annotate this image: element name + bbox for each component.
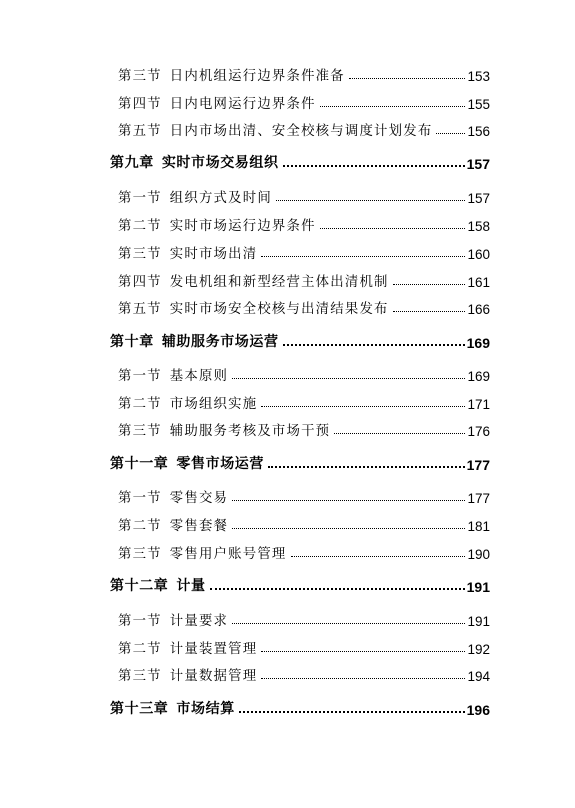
dot-leader xyxy=(261,406,465,407)
dot-leader xyxy=(232,623,465,624)
dot-leader xyxy=(210,588,465,590)
toc-entry-title: 计量 xyxy=(176,578,206,594)
dot-leader xyxy=(393,284,466,285)
toc-section-entry[interactable] xyxy=(118,484,490,506)
toc-chapter-entry[interactable] xyxy=(110,696,490,718)
toc-entry-title: 辅助服务考核及市场干预 xyxy=(169,424,331,439)
toc-entry-number: 第二节 xyxy=(118,642,162,657)
dot-leader xyxy=(232,500,465,501)
toc-entry-number: 第十二章 xyxy=(110,578,169,594)
toc-entry-page-number: 153 xyxy=(467,69,490,84)
toc-entry-title: 零售用户账号管理 xyxy=(169,547,287,562)
toc-chapter-entry[interactable] xyxy=(110,329,490,351)
toc-entry-title: 实时市场安全校核与出清结果发布 xyxy=(169,302,389,317)
dot-leader xyxy=(320,228,466,229)
toc-entry-number: 第二节 xyxy=(118,397,162,412)
toc-entry-title: 实时市场出清 xyxy=(169,247,258,262)
dot-leader xyxy=(349,78,466,79)
toc-entry-number: 第十章 xyxy=(110,334,154,350)
toc-chapter-entry[interactable] xyxy=(110,573,490,595)
toc-entry-number: 第二节 xyxy=(118,219,162,234)
toc-entry-number: 第三节 xyxy=(118,424,162,439)
toc-entry-number: 第一节 xyxy=(118,369,162,384)
toc-entry-page-number: 160 xyxy=(467,247,490,262)
dot-leader xyxy=(320,106,466,107)
toc-entry-page-number: 177 xyxy=(467,491,490,506)
toc-entry-number: 第三节 xyxy=(118,69,162,84)
toc-entry-page-number: 177 xyxy=(466,457,490,473)
toc-entry-number: 第三节 xyxy=(118,669,162,684)
toc-section-entry[interactable] xyxy=(118,362,490,384)
toc-entry-page-number: 158 xyxy=(467,219,490,234)
toc-section-entry[interactable] xyxy=(118,607,490,629)
toc-entry-page-number: 161 xyxy=(467,275,490,290)
toc-entry-title: 实时市场交易组织 xyxy=(161,155,279,171)
toc-entry-number: 第一节 xyxy=(118,191,162,206)
toc-section-entry[interactable] xyxy=(118,662,490,684)
toc-section-entry[interactable] xyxy=(118,268,490,290)
toc-entry-number: 第四节 xyxy=(118,97,162,112)
dot-leader xyxy=(334,433,465,434)
toc-entry-page-number: 156 xyxy=(467,124,490,139)
toc-entry-number: 第九章 xyxy=(110,155,154,171)
toc-section-entry[interactable] xyxy=(118,62,490,84)
toc-entry-number: 第五节 xyxy=(118,302,162,317)
dot-leader xyxy=(436,133,465,134)
toc-section-entry[interactable] xyxy=(118,184,490,206)
dot-leader xyxy=(232,528,465,529)
toc-entry-page-number: 169 xyxy=(466,335,490,351)
toc-section-entry[interactable] xyxy=(118,417,490,439)
dot-leader xyxy=(261,678,465,679)
toc-entry-number: 第三节 xyxy=(118,547,162,562)
toc-entry-page-number: 157 xyxy=(466,156,490,172)
toc-entry-number: 第一节 xyxy=(118,614,162,629)
toc-entry-number: 第二节 xyxy=(118,519,162,534)
toc-entry-title: 日内电网运行边界条件 xyxy=(169,97,316,112)
toc-entry-title: 日内市场出清、安全校核与调度计划发布 xyxy=(169,124,433,139)
toc-entry-page-number: 169 xyxy=(467,369,490,384)
toc-entry-title: 辅助服务市场运营 xyxy=(161,334,279,350)
dot-leader xyxy=(283,344,465,346)
toc-entry-page-number: 155 xyxy=(467,97,490,112)
toc-entry-title: 计量要求 xyxy=(169,614,229,629)
toc-entry-title: 市场结算 xyxy=(176,701,235,717)
dot-leader xyxy=(239,711,465,713)
dot-leader xyxy=(261,256,465,257)
toc-entry-page-number: 194 xyxy=(467,669,490,684)
dot-leader xyxy=(261,651,465,652)
toc-section-entry[interactable] xyxy=(118,390,490,412)
toc-section-entry[interactable] xyxy=(118,90,490,112)
toc-entry-title: 发电机组和新型经营主体出清机制 xyxy=(169,275,389,290)
toc-section-entry[interactable] xyxy=(118,240,490,262)
toc-entry-title: 零售市场运营 xyxy=(176,456,265,472)
toc-entry-title: 零售交易 xyxy=(169,491,229,506)
toc-entry-number: 第五节 xyxy=(118,124,162,139)
toc-entry-page-number: 157 xyxy=(467,191,490,206)
toc-entry-title: 日内机组运行边界条件准备 xyxy=(169,69,345,84)
toc-entry-number: 第三节 xyxy=(118,247,162,262)
dot-leader xyxy=(268,466,465,468)
dot-leader xyxy=(291,556,466,557)
toc-entry-title: 实时市场运行边界条件 xyxy=(169,219,316,234)
toc-entry-title: 组织方式及时间 xyxy=(169,191,272,206)
toc-entry-page-number: 191 xyxy=(467,614,490,629)
toc-entry-page-number: 191 xyxy=(466,579,490,595)
toc-entry-number: 第十一章 xyxy=(110,456,169,472)
toc-entry-page-number: 171 xyxy=(467,397,490,412)
toc-entry-page-number: 176 xyxy=(467,424,490,439)
toc-section-entry[interactable] xyxy=(118,635,490,657)
dot-leader xyxy=(232,378,465,379)
toc-entry-title: 零售套餐 xyxy=(169,519,229,534)
dot-leader xyxy=(393,311,466,312)
toc-section-entry[interactable] xyxy=(118,295,490,317)
toc-entry-page-number: 196 xyxy=(466,702,490,718)
toc-entry-title: 基本原则 xyxy=(169,369,229,384)
toc-entry-title: 市场组织实施 xyxy=(169,397,258,412)
toc-chapter-entry[interactable] xyxy=(110,451,490,473)
dot-leader xyxy=(283,165,465,167)
toc-chapter-entry[interactable] xyxy=(110,150,490,172)
toc-entry-page-number: 166 xyxy=(467,302,490,317)
toc-entry-page-number: 190 xyxy=(467,547,490,562)
toc-entry-number: 第一节 xyxy=(118,491,162,506)
toc-entry-number: 第十三章 xyxy=(110,701,169,717)
toc-entry-title: 计量数据管理 xyxy=(169,669,258,684)
dot-leader xyxy=(276,200,466,201)
toc-section-entry[interactable] xyxy=(118,117,490,139)
toc-section-entry[interactable] xyxy=(118,512,490,534)
toc-entry-number: 第四节 xyxy=(118,275,162,290)
toc-section-entry[interactable] xyxy=(118,540,490,562)
toc-section-entry[interactable] xyxy=(118,212,490,234)
toc-entry-page-number: 181 xyxy=(467,519,490,534)
toc-entry-page-number: 192 xyxy=(467,642,490,657)
toc-entry-title: 计量装置管理 xyxy=(169,642,258,657)
